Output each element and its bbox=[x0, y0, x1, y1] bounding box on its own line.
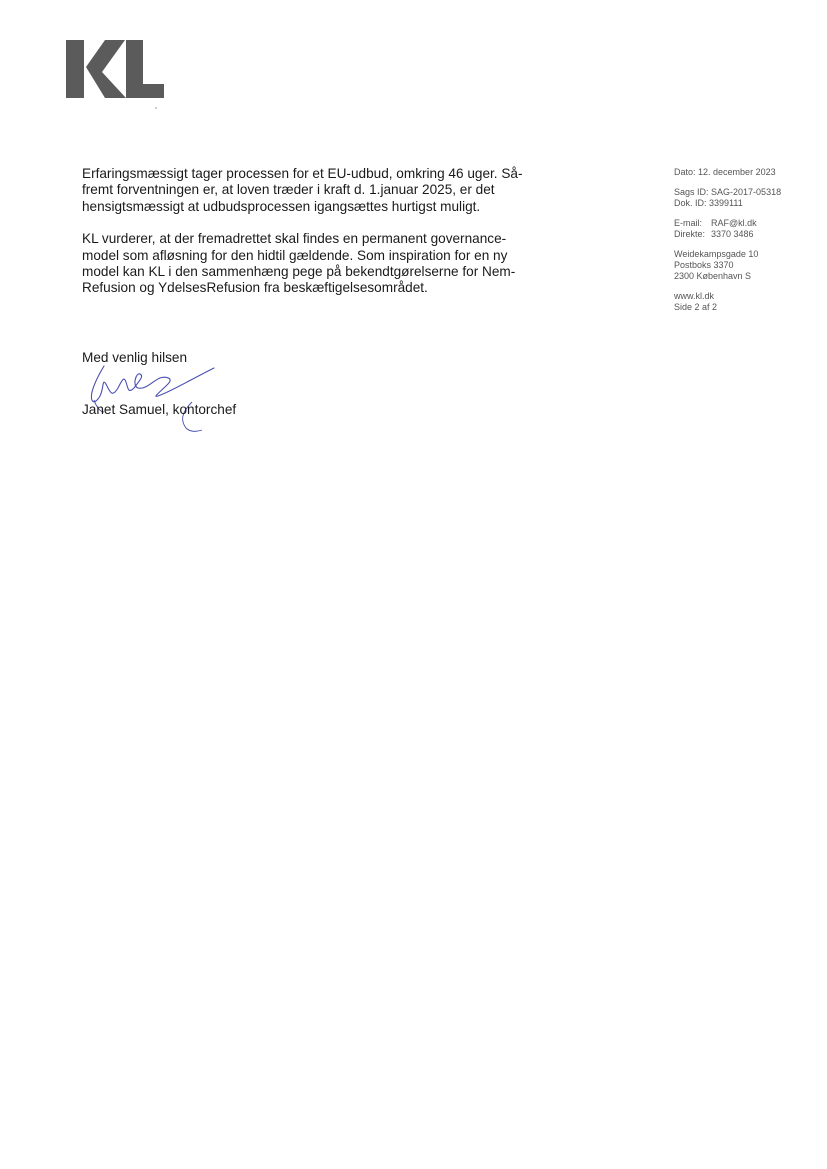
website-link[interactable]: www.kl.dk bbox=[674, 291, 715, 301]
paragraph-1: Erfaringsmæssigt tager processen for et EU-udbud, omkring 46 uger. Så- fremt forventningen er, at loven træder i kraft d. 1.januar 2025, er det hensigtsmæssigt at udbudsprocessen igangsættes hurtigst muligt. bbox=[82, 166, 523, 214]
address-line-1: Weidekampsgade 10 bbox=[674, 249, 759, 259]
handwritten-signature bbox=[74, 362, 224, 434]
closing-greeting: Med venlig hilsen bbox=[82, 350, 188, 365]
date-label: Dato: bbox=[674, 167, 696, 177]
email-value[interactable]: RAF@kl.dk bbox=[711, 218, 757, 228]
page-number: Side 2 af 2 bbox=[674, 302, 718, 312]
direkte-label: Direkte: bbox=[674, 229, 706, 239]
direkte-value: 3370 3486 bbox=[711, 229, 754, 239]
address-line-3: 2300 København S bbox=[674, 271, 752, 281]
date-value: 12. december 2023 bbox=[698, 167, 776, 177]
dok-id-value: 3399111 bbox=[709, 198, 743, 208]
paragraph-2: KL vurderer, at der fremadrettet skal findes en permanent governance- model som afløsning for den hidtil gældende. Som inspiration for en ny model kan KL i den sammenhæng pege på bekendtgørelserne for Nem- Refusion og YdelsesRefusion fra beskæftigelsesområdet. bbox=[82, 231, 516, 296]
kl-logo bbox=[66, 40, 166, 112]
letter-metadata bbox=[674, 167, 814, 322]
signer-name: Janet Samuel, kontorchef bbox=[82, 402, 237, 417]
email-label: E-mail: bbox=[674, 218, 703, 228]
sags-id-value: SAG-2017-05318 bbox=[711, 187, 782, 197]
address-line-2: Postboks 3370 bbox=[674, 260, 734, 270]
sags-id-label: Sags ID: bbox=[674, 187, 709, 197]
dok-id-label: Dok. ID: bbox=[674, 198, 707, 208]
letter-body bbox=[82, 166, 562, 313]
